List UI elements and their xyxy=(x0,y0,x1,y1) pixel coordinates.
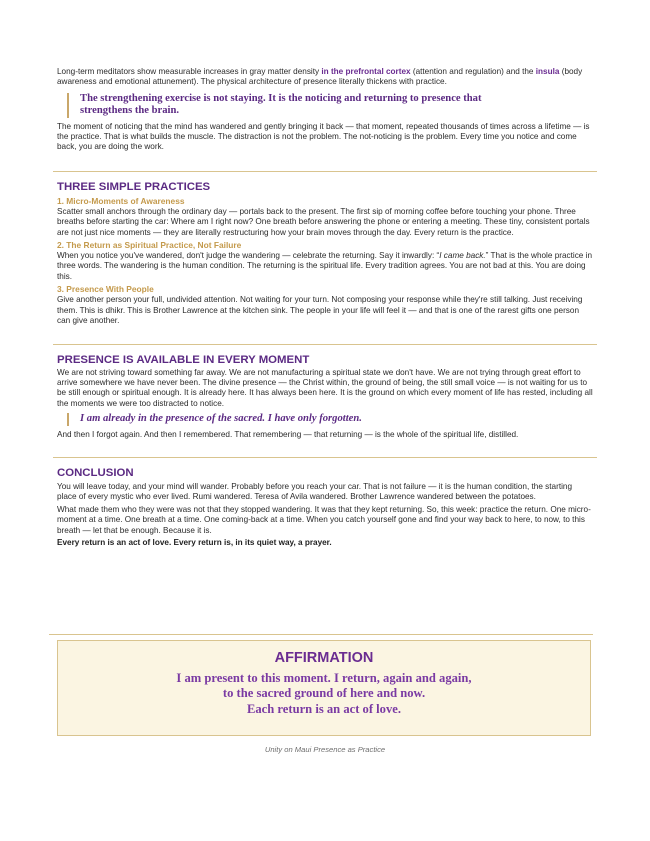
conclusion-heading: CONCLUSION xyxy=(57,466,134,479)
noticing-paragraph: The moment of noticing that the mind has wandered and gently bringing it back — that moment, repeated thousands of times across a lifetime — is the practice. That is what builds the muscle. The distraction is not the problem. The not-noticing is the problem. Every time you notice and come back, you are doing the work. xyxy=(57,121,590,152)
prefrontal-cortex-term: in the prefrontal cortex xyxy=(321,67,411,76)
intro-paragraph: Long-term meditators show measurable increases in gray matter density in the prefrontal cortex (attention and regulation) and the insula (body awareness and emotional attunement). The physical architecture of presence literally thickens with practice. xyxy=(57,67,583,87)
section-divider xyxy=(49,634,593,635)
affirmation-line: Each return is an act of love. xyxy=(246,701,402,716)
practice-1-body: Scatter small anchors through the ordinary day — portals back to the present. The first sip of morning coffee before touching your phone. Three breaths before starting the car: Where am I right now? One breath before answering the phone or entering a meeting. These tiny, consistent portals are not just nice moments — they are literally restructuring how your brain moves through the day. Every return is the practice. xyxy=(57,206,590,237)
practice-3-body: Give another person your full, undivided attention. Not waiting for your turn. Not composing your response while they're still talking. Just receiving them. This is dhikr. This is Brother Lawrence at the kitchen sink. The people in your life will feel it — and that is one of the rarest gifts one person can give another. xyxy=(57,295,583,326)
conclusion-paragraph-1: You will leave today, and your mind will wander. Probably before you reach your car. That is not failure — it is the human condition, the starting place of every mystic who ever lived. Rumi wandered. Teresa of Avila wandered. Brother Lawrence wandered between the potatoes. xyxy=(57,481,573,502)
practice-2-title: 2. The Return as Spiritual Practice, Not Failure xyxy=(57,240,242,251)
page-footer: Unity on Maui Presence as Practice xyxy=(264,745,386,754)
presence-paragraph: We are not striving toward something far away. We are not manufacturing a spiritual state we don't have. We are not trying through great effort to arrive somewhere we have never been. The divine presence — the Christ within, the ground of being, the still small voice — is not waiting for us to be still enough or spiritual enough. It is already here. It has always been here. It is the ground on which every moment of life has rested, including all the moments we were too distracted to notice. xyxy=(57,367,593,408)
affirmation-title: AFFIRMATION xyxy=(274,650,374,666)
practice-1-title: 1. Micro-Moments of Awareness xyxy=(57,195,185,206)
pull-quote-strengthening: The strengthening exercise is not staying. It is the noticing and returning to presence that strengthens the brain. xyxy=(67,93,520,118)
conclusion-closing-line: Every return is an act of love. Every return is, in its quiet way, a prayer. xyxy=(57,537,332,547)
remembering-paragraph: And then I forgot again. And then I remembered. That remembering — that returning — is the whole of the spiritual life, distilled. xyxy=(57,429,519,439)
presence-heading: PRESENCE IS AVAILABLE IN EVERY MOMENT xyxy=(57,353,310,366)
practice-3-title: 3. Presence With People xyxy=(57,284,154,295)
insula-term: insula xyxy=(535,67,560,76)
practices-heading: THREE SIMPLE PRACTICES xyxy=(57,180,211,193)
pull-quote-sacred: I am already in the presence of the sacred. I have only forgotten. xyxy=(67,413,593,425)
affirmation-line: to the sacred ground of here and now. xyxy=(222,686,426,701)
document-body xyxy=(57,67,593,548)
affirmation-line: I am present to this moment. I return, again and again, xyxy=(176,671,472,685)
affirmation-box xyxy=(57,640,591,736)
conclusion-paragraph-2: What made them who they were was not that they stopped wandering. It was that they kept returning. So, this week: practice the return. One micro-moment at a time. One breath at a time. One coming-back at a time. When you catch yourself gone and find your way back to here, to now, to this breath — let that be enough. Because it is. xyxy=(57,504,591,535)
i-came-back-emphasis: I came back. xyxy=(439,251,486,261)
practice-2-body: When you notice you've wandered, don't judge the wandering — celebrate the returning. Say it inwardly: “I came back.” That is the whole practice in three words. The wandering is the human condition. The returning is the spiritual life. Every tradition agrees. You are not bad at this. You are doing this. xyxy=(57,251,593,281)
